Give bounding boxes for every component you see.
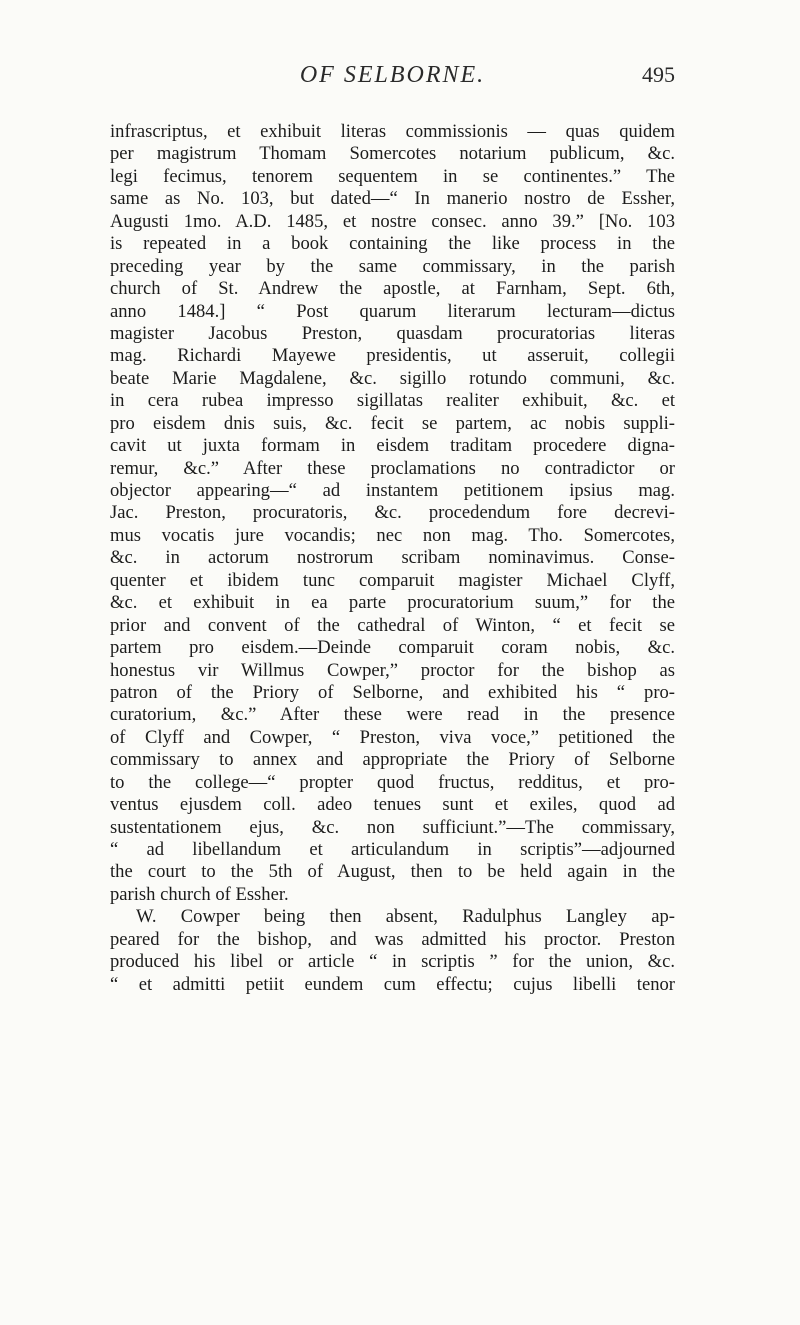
text-line: to the college—“ propter quod fructus, redditus, et pro- xyxy=(110,771,675,793)
text-line: Jac. Preston, procuratoris, &c. procedendum fore decrevi- xyxy=(110,502,675,524)
text-line: the court to the 5th of August, then to be held again in the xyxy=(110,861,675,883)
text-line: in cera rubea impresso sigillatas realiter exhibuit, &c. et xyxy=(110,390,675,412)
text-line: same as No. 103, but dated—“ In manerio nostro de Essher, xyxy=(110,188,675,210)
text-line: magister Jacobus Preston, quasdam procuratorias literas xyxy=(110,322,675,344)
text-line: partem pro eisdem.—Deinde comparuit coram nobis, &c. xyxy=(110,637,675,659)
text-line: W. Cowper being then absent, Radulphus Langley ap- xyxy=(136,906,675,928)
text-line: parish church of Essher. xyxy=(110,883,289,905)
text-line: cavit ut juxta formam in eisdem traditam procedere digna- xyxy=(110,435,675,457)
text-line: curatorium, &c.” After these were read in the presence xyxy=(110,704,675,726)
text-line: prior and convent of the cathedral of Winton, “ et fecit se xyxy=(110,614,675,636)
text-line: quenter et ibidem tunc comparuit magister Michael Clyff, xyxy=(110,569,675,591)
text-line: per magistrum Thomam Somercotes notarium publicum, &c. xyxy=(110,143,675,165)
text-line: mag. Richardi Mayewe presidentis, ut asseruit, collegii xyxy=(110,345,675,367)
body-text xyxy=(110,121,675,996)
page-number: 495 xyxy=(642,62,675,87)
text-line: “ ad libellandum et articulandum in scriptis”—adjourned xyxy=(110,839,675,860)
text-line: &c. in actorum nostrorum scribam nominavimus. Conse- xyxy=(110,547,675,569)
text-line: pro eisdem dnis suis, &c. fecit se partem, ac nobis suppli- xyxy=(110,412,675,434)
text-line: Augusti 1mo. A.D. 1485, et nostre consec. anno 39.” [No. 103 xyxy=(110,210,675,232)
text-line: honestus vir Willmus Cowper,” proctor for the bishop as xyxy=(110,659,675,681)
text-line: “ et admitti petiit eundem cum effectu; cujus libelli tenor xyxy=(110,973,675,995)
text-line: church of St. Andrew the apostle, at Farnham, Sept. 6th, xyxy=(110,278,675,300)
text-line: peared for the bishop, and was admitted his proctor. Preston xyxy=(110,928,675,950)
text-line: commissary to annex and appropriate the Priory of Selborne xyxy=(110,749,675,771)
text-line: beate Marie Magdalene, &c. sigillo rotundo communi, &c. xyxy=(110,367,675,389)
text-line: infrascriptus, et exhibuit literas commissionis — quas quidem xyxy=(110,121,675,142)
running-title: OF SELBORNE. xyxy=(299,62,486,88)
text-line: ventus ejusdem coll. adeo tenues sunt et exiles, quod ad xyxy=(110,794,675,816)
text-line: produced his libel or article “ in scriptis ” for the union, &c. xyxy=(110,951,675,973)
text-line: legi fecimus, tenorem sequentem in se continentes.” The xyxy=(110,165,675,187)
text-line: objector appearing—“ ad instantem petitionem ipsius mag. xyxy=(110,480,675,501)
text-line: preceding year by the same commissary, in the parish xyxy=(110,255,675,277)
text-line: &c. et exhibuit in ea parte procuratorium suum,” for the xyxy=(110,592,675,614)
text-line: patron of the Priory of Selborne, and exhibited his “ pro- xyxy=(110,681,675,703)
text-line: mus vocatis jure vocandis; nec non mag. Tho. Somercotes, xyxy=(110,524,675,546)
text-line: remur, &c.” After these proclamations no contradictor or xyxy=(110,457,675,479)
text-line: anno 1484.] “ Post quarum literarum lecturam—dictus xyxy=(110,300,675,322)
running-head xyxy=(110,62,675,102)
text-line: is repeated in a book containing the like process in the xyxy=(110,233,675,255)
text-line: of Clyff and Cowper, “ Preston, viva voce,” petitioned the xyxy=(110,726,675,748)
text-line: sustentationem ejus, &c. non sufficiunt.”—The commissary, xyxy=(110,816,675,838)
